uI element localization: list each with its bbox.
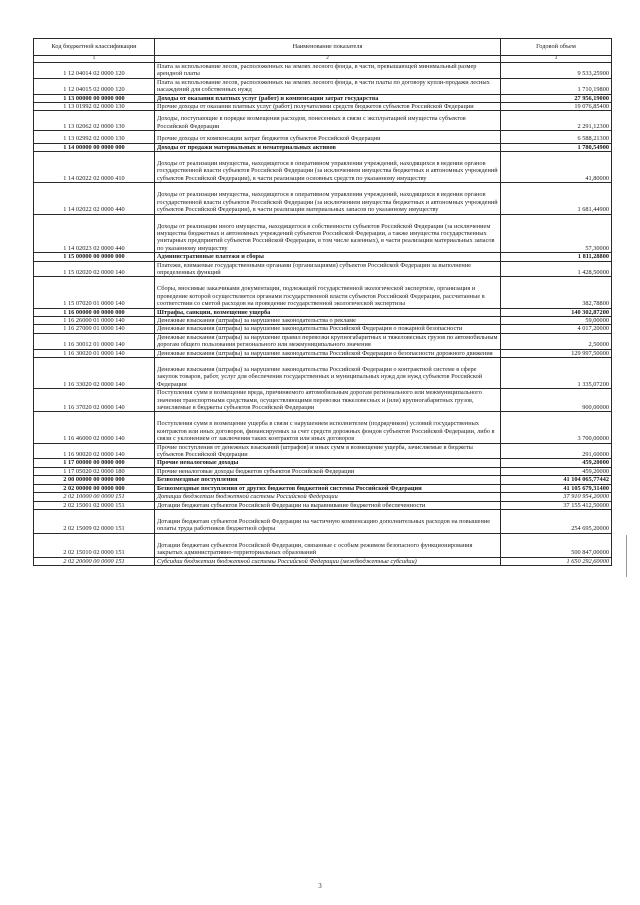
row-amount: 254 695,20000 — [501, 509, 612, 533]
table-row — [34, 253, 612, 261]
row-code: 1 13 00000 00 0000 000 — [34, 94, 155, 102]
table-row — [34, 277, 612, 308]
row-code: 2 02 00000 00 0000 000 — [34, 484, 155, 492]
table-row — [34, 143, 612, 151]
row-amount: 459,20000 — [501, 459, 612, 467]
row-name: Доходы от оказания платных услуг (работ) и компенсации затрат государства — [155, 94, 501, 102]
row-name: Денежные взыскания (штрафы) за нарушение законодательства Российской Федерации о пожарной безопасности — [155, 325, 501, 333]
header-code: Код бюджетной классификации — [34, 39, 155, 56]
row-code: 1 17 00000 00 0000 000 — [34, 459, 155, 467]
row-amount: 129 997,50000 — [501, 349, 612, 357]
row-code: 1 14 02022 02 0000 410 — [34, 152, 155, 183]
row-code: 1 16 46000 02 0000 140 — [34, 412, 155, 443]
row-code: 2 02 20000 00 0000 151 — [34, 557, 155, 565]
row-code: 1 13 02992 02 0000 130 — [34, 131, 155, 143]
header-index-1: 1 — [34, 56, 155, 63]
row-name: Доходы от реализации имущества, находящегося в оперативном управлении учреждений, находящихся в ведении органов государственной власти субъектов Российской Федерации (за исключением имущества бюджетных и автономных учреждений субъектов Российской Федерации), в части реализации материальных запасов по указанному имуществу — [155, 183, 501, 214]
table-row — [34, 63, 612, 79]
row-name: Денежные взыскания (штрафы) за нарушение законодательства Российской Федерации о контрактной системе в сфере закупок товаров, работ, услуг для обеспечения государственных и муниципальных нужд для нужд субъектов Российской Федерации — [155, 358, 501, 389]
row-amount: 6 588,21300 — [501, 131, 612, 143]
row-amount: 1 428,50000 — [501, 261, 612, 277]
table-row — [34, 316, 612, 324]
revenue-table-page — [33, 38, 611, 566]
row-name: Платежи, взимаемые государственными органами (организациями) субъектов Российской Федерации за выполнение определенных функций — [155, 261, 501, 277]
row-name: Денежные взыскания (штрафы) за нарушение правил перевозки крупногабаритных и тяжеловесных грузов по автомобильным дорогам общего пользования регионального или межмуниципального значения — [155, 333, 501, 349]
page-number: 3 — [318, 882, 322, 890]
row-name: Безвозмездные поступления — [155, 476, 501, 484]
row-amount: 382,78800 — [501, 277, 612, 308]
revenue-table — [33, 38, 612, 566]
row-code: 1 14 02023 02 0000 440 — [34, 214, 155, 253]
row-amount: 1 650 292,60000 — [501, 557, 612, 565]
row-code: 2 02 10000 00 0000 151 — [34, 493, 155, 501]
row-code: 1 14 00000 00 0000 000 — [34, 143, 155, 151]
row-name: Денежные взыскания (штрафы) за нарушение законодательства о рекламе — [155, 316, 501, 324]
row-name: Плата за использование лесов, расположенных на землях лесного фонда, в части, превышающей минимальный размер арендной платы — [155, 63, 501, 79]
table-row — [34, 493, 612, 501]
table-row — [34, 333, 612, 349]
row-code: 1 14 02022 02 0000 440 — [34, 183, 155, 214]
row-name: Прочие доходы от компенсации затрат бюджетов субъектов Российской Федерации — [155, 131, 501, 143]
table-row — [34, 308, 612, 316]
row-code: 1 16 26000 01 0000 140 — [34, 316, 155, 324]
row-code: 1 16 90020 02 0000 140 — [34, 443, 155, 459]
table-row — [34, 476, 612, 484]
row-amount: 1 681,44900 — [501, 183, 612, 214]
row-amount: 19 076,85400 — [501, 103, 612, 111]
table-row — [34, 459, 612, 467]
row-name: Поступления сумм в возмещение ущерба в связи с нарушением исполнителем (подрядчиком) условий государственных контрактов или иных договоров, финансируемых за счет средств дорожных фондов субъектов Российской Федерации, либо в связи с уклонением от заключения таких контрактов или иных договоров — [155, 412, 501, 443]
table-row — [34, 78, 612, 94]
header-name: Наименование показателя — [155, 39, 501, 56]
row-code: 1 15 07020 01 0000 140 — [34, 277, 155, 308]
row-name: Доходы от продажи материальных и нематериальных активов — [155, 143, 501, 151]
row-name: Доходы от реализации иного имущества, находящегося в собственности субъектов Российской Федерации (за исключением имущества бюджетных и автономных учреждений субъектов Российской Федерации, а также имущества государственных унитарных предприятий субъектов Российской Федерации, в том числе казенных), в части реализации материальных запасов по указанному имуществу — [155, 214, 501, 253]
header-amount: Годовой объем — [501, 39, 612, 56]
row-code: 2 02 15010 02 0000 151 — [34, 533, 155, 557]
table-row — [34, 152, 612, 183]
table-row — [34, 484, 612, 492]
table-row — [34, 443, 612, 459]
table-row — [34, 412, 612, 443]
row-name: Дотации бюджетам субъектов Российской Федерации, связанные с особым режимом безопасного функционирования закрытых административно-территориальных образований — [155, 533, 501, 557]
row-name: Прочие поступления от денежных взысканий (штрафов) и иных сумм в возмещение ущерба, зачисляемые в бюджеты субъектов Российской Федерации — [155, 443, 501, 459]
row-name: Прочие неналоговые доходы бюджетов субъектов Российской Федерации — [155, 467, 501, 475]
row-amount: 1 811,28800 — [501, 253, 612, 261]
row-name: Денежные взыскания (штрафы) за нарушение законодательства Российской Федерации о безопасности дорожного движения — [155, 349, 501, 357]
table-row — [34, 183, 612, 214]
table-row — [34, 501, 612, 509]
row-name: Штрафы, санкции, возмещение ущерба — [155, 308, 501, 316]
table-row — [34, 467, 612, 475]
row-code: 1 17 05020 02 0000 180 — [34, 467, 155, 475]
table-row — [34, 131, 612, 143]
header-index-2: 2 — [155, 56, 501, 63]
row-code: 1 16 00000 00 0000 000 — [34, 308, 155, 316]
row-code: 1 16 30012 01 0000 140 — [34, 333, 155, 349]
row-name: Прочие неналоговые доходы — [155, 459, 501, 467]
row-code: 1 16 37020 02 0000 140 — [34, 389, 155, 412]
row-code: 1 16 27000 01 0000 140 — [34, 325, 155, 333]
row-name: Административные платежи и сборы — [155, 253, 501, 261]
row-amount: 1 335,07200 — [501, 358, 612, 389]
row-name: Безвозмездные поступления от других бюджетов бюджетной системы Российской Федерации — [155, 484, 501, 492]
row-name: Сборы, вносимые заказчиками документации, подлежащей государственной экологической экспертизе, организация и проведение которой осуществляется органами государственной власти субъектов Российской Федерации, рассчитанные в соответствии со сметой расходов на проведение государственной экологической экспертизы — [155, 277, 501, 308]
row-name: Дотации бюджетам бюджетной системы Российской Федерации — [155, 493, 501, 501]
row-amount: 41,80000 — [501, 152, 612, 183]
row-amount: 900,00000 — [501, 389, 612, 412]
table-row — [34, 325, 612, 333]
row-amount: 9 533,25900 — [501, 63, 612, 79]
row-amount: 140 302,87200 — [501, 308, 612, 316]
table-row — [34, 349, 612, 357]
table-row — [34, 389, 612, 412]
row-name: Прочие доходы от оказания платных услуг (работ) получателями средств бюджетов субъектов Российской Федерации — [155, 103, 501, 111]
row-amount: 41 105 679,31400 — [501, 484, 612, 492]
row-amount: 2 291,12300 — [501, 111, 612, 131]
table-row — [34, 103, 612, 111]
row-code: 2 02 15001 02 0000 151 — [34, 501, 155, 509]
row-code: 1 15 00000 00 0000 000 — [34, 253, 155, 261]
row-code: 2 00 00000 00 0000 000 — [34, 476, 155, 484]
table-row — [34, 261, 612, 277]
row-code: 1 16 33020 02 0000 140 — [34, 358, 155, 389]
row-amount: 57,30000 — [501, 214, 612, 253]
row-amount: 37 155 412,50000 — [501, 501, 612, 509]
table-body — [34, 63, 612, 566]
row-amount: 500 847,00000 — [501, 533, 612, 557]
row-amount: 459,20000 — [501, 467, 612, 475]
table-row — [34, 358, 612, 389]
row-code: 1 12 04015 02 0000 120 — [34, 78, 155, 94]
row-name: Доходы от реализации имущества, находящегося в оперативном управлении учреждений, находящихся в ведении органов государственной власти субъектов Российской Федерации (за исключением имущества бюджетных и автономных учреждений субъектов Российской Федерации), в части реализации основных средств по указанному имуществу — [155, 152, 501, 183]
row-amount: 2,50000 — [501, 333, 612, 349]
row-amount: 37 910 954,20000 — [501, 493, 612, 501]
row-amount: 291,60000 — [501, 443, 612, 459]
margin-mark — [626, 535, 627, 577]
row-code: 1 13 02062 02 0000 130 — [34, 111, 155, 131]
table-row — [34, 509, 612, 533]
row-amount: 4 017,20000 — [501, 325, 612, 333]
row-name: Дотации бюджетам субъектов Российской Федерации на выравнивание бюджетной обеспеченности — [155, 501, 501, 509]
row-code: 1 15 02020 02 0000 140 — [34, 261, 155, 277]
table-row — [34, 111, 612, 131]
row-code: 1 12 04014 02 0000 120 — [34, 63, 155, 79]
row-amount: 27 956,19000 — [501, 94, 612, 102]
table-row — [34, 557, 612, 565]
row-code: 1 16 30020 01 0000 140 — [34, 349, 155, 357]
row-name: Поступления сумм в возмещение вреда, причиняемого автомобильным дорогам регионального или межмуниципального значения транспортными средствами, осуществляющими перевозки тяжеловесных и (или) крупногабаритных грузов, зачисляемые в бюджеты субъектов Российской Федерации — [155, 389, 501, 412]
row-name: Субсидии бюджетам бюджетной системы Российской Федерации (межбюджетные субсидии) — [155, 557, 501, 565]
header-index-3: 3 — [501, 56, 612, 63]
row-amount: 41 104 065,77442 — [501, 476, 612, 484]
row-amount: 59,00000 — [501, 316, 612, 324]
row-amount: 1 710,19800 — [501, 78, 612, 94]
row-name: Плата за использование лесов, расположенных на землях лесного фонда, в части платы по договору купли-продажи лесных насаждений для собственных нужд — [155, 78, 501, 94]
row-amount: 1 780,54900 — [501, 143, 612, 151]
row-name: Дотации бюджетам субъектов Российской Федерации на частичную компенсацию дополнительных расходов на повышение оплаты труда работников бюджетной сферы — [155, 509, 501, 533]
table-row — [34, 533, 612, 557]
table-row — [34, 94, 612, 102]
row-amount: 3 700,00000 — [501, 412, 612, 443]
row-name: Доходы, поступающие в порядке возмещения расходов, понесенных в связи с эксплуатацией имущества субъектов Российской Федерации — [155, 111, 501, 131]
table-row — [34, 214, 612, 253]
row-code: 1 13 01992 02 0000 130 — [34, 103, 155, 111]
row-code: 2 02 15009 02 0000 151 — [34, 509, 155, 533]
